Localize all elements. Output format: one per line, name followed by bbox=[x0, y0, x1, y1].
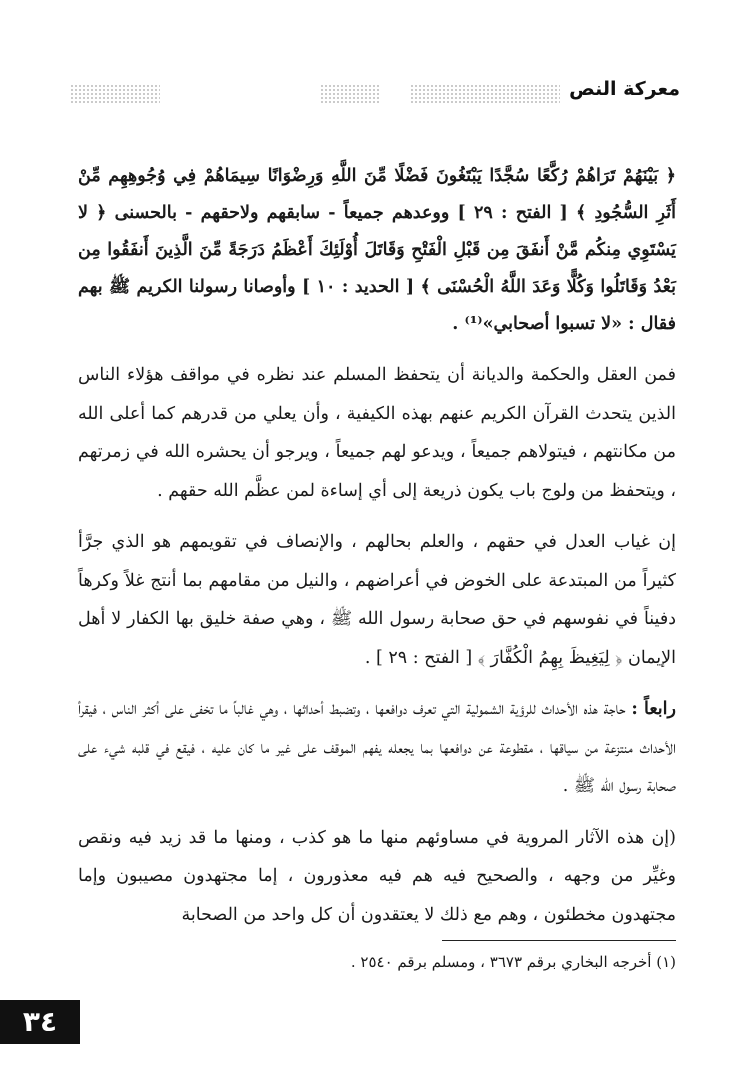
footnote-separator bbox=[442, 940, 676, 941]
paragraph-reason: فمن العقل والحكمة والديانة أن يتحفظ المسلم عند نظره في مواقف هؤلاء الناس الذين يتحدث القرآن الكريم عنهم بهذه الكيفية ، وأن يعلي من قدرهم كما أعلى الله من مكانتهم ، فيتولاهم جميعاً ، ويدعو لهم جميعاً ، ويرجو أن يحشره الله في زمرتهم ، ويتحفظ من ولوج باب يكون ذريعة إلى أي إساءة لمن عظَّم الله حقهم . bbox=[78, 365, 676, 501]
header-ornament bbox=[410, 84, 560, 104]
header-ornament bbox=[70, 84, 160, 104]
chapter-title: معركة النص bbox=[569, 78, 680, 100]
footnote: (١) أخرجه البخاري برقم ٣٦٧٣ ، ومسلم برقم ٢٥٤٠ . bbox=[350, 953, 676, 971]
page-number: ٣٤ bbox=[0, 1000, 80, 1044]
body-text bbox=[78, 158, 676, 947]
paragraph-justice: إن غياب العدل في حقهم ، والعلم بحالهم ، والإنصاف في تقويمهم هو الذي جرَّأ كثيراً من المبتدعة على الخوض في أعراضهم ، والنيل من مقامهم بما أنتج غلاً وكرهاً دفيناً في نفوسهم في حق صحابة رسول الله ﷺ ، وهي صفة خليق بها الكفار لا أهل الإيمان ﴿ لِيَغِيظَ بِهِمُ الْكُفَّارَ ﴾ [ الفتح : ٢٩ ] . bbox=[78, 532, 676, 668]
running-header bbox=[70, 72, 680, 112]
paragraph-quote: (إن هذه الآثار المروية في مساوئهم منها ما هو كذب ، ومنها ما قد زيد فيه ونقص وغيِّر من وجهه ، والصحيح فيه هم فيه معذورون ، إما مجتهدون مصيبون وإما مجتهدون مخطئون ، وهم مع ذلك لا يعتقدون أن كل واحد من الصحابة bbox=[78, 827, 676, 925]
header-ornament bbox=[320, 84, 380, 104]
paragraph-fourth-text: حاجة هذه الأحداث للرؤية الشمولية التي تعرف دوافعها ، وتضبط أحداثها ، وهي غالباً ما تخفى على أكثر الناس ، فيقرأ الأحداث منتزعة من سياقها ، مقطوعة عن دوافعها بما يجعله يفهم الموقف على غير ما كان عليه ، فيقع في قلبه شيء على صحابة رسول الله ﷺ . bbox=[78, 699, 676, 796]
paragraph-fourth bbox=[78, 690, 676, 806]
paragraph-quran-citations: ﴿ بَيْنَهُمْ تَرَاهُمْ رُكَّعًا سُجَّدًا يَبْتَغُونَ فَضْلًا مِّنَ اللَّهِ وَرِضْوَانًا سِيمَاهُمْ فِي وُجُوهِهِم مِّنْ أَثَرِ السُّجُودِ ﴾ [ الفتح : ٢٩ ] ووعدهم جميعاً - سابقهم ولاحقهم - بالحسنى ﴿ لا يَسْتَوِي مِنكُم مَّنْ أَنفَقَ مِن قَبْلِ الْفَتْحِ وَقَاتَلَ أُوْلَئِكَ أَعْظَمُ دَرَجَةً مِّنَ الَّذِينَ أَنفَقُوا مِن بَعْدُ وَقَاتَلُوا وَكُلًّا وَعَدَ اللَّهُ الْحُسْنَى ﴾ [ الحديد : ١٠ ] وأوصانا رسولنا الكريم ﷺ بهم فقال : «لا تسبوا أصحابي»⁽¹⁾ . bbox=[78, 166, 677, 334]
lead-word: رابعاً : bbox=[631, 699, 676, 719]
